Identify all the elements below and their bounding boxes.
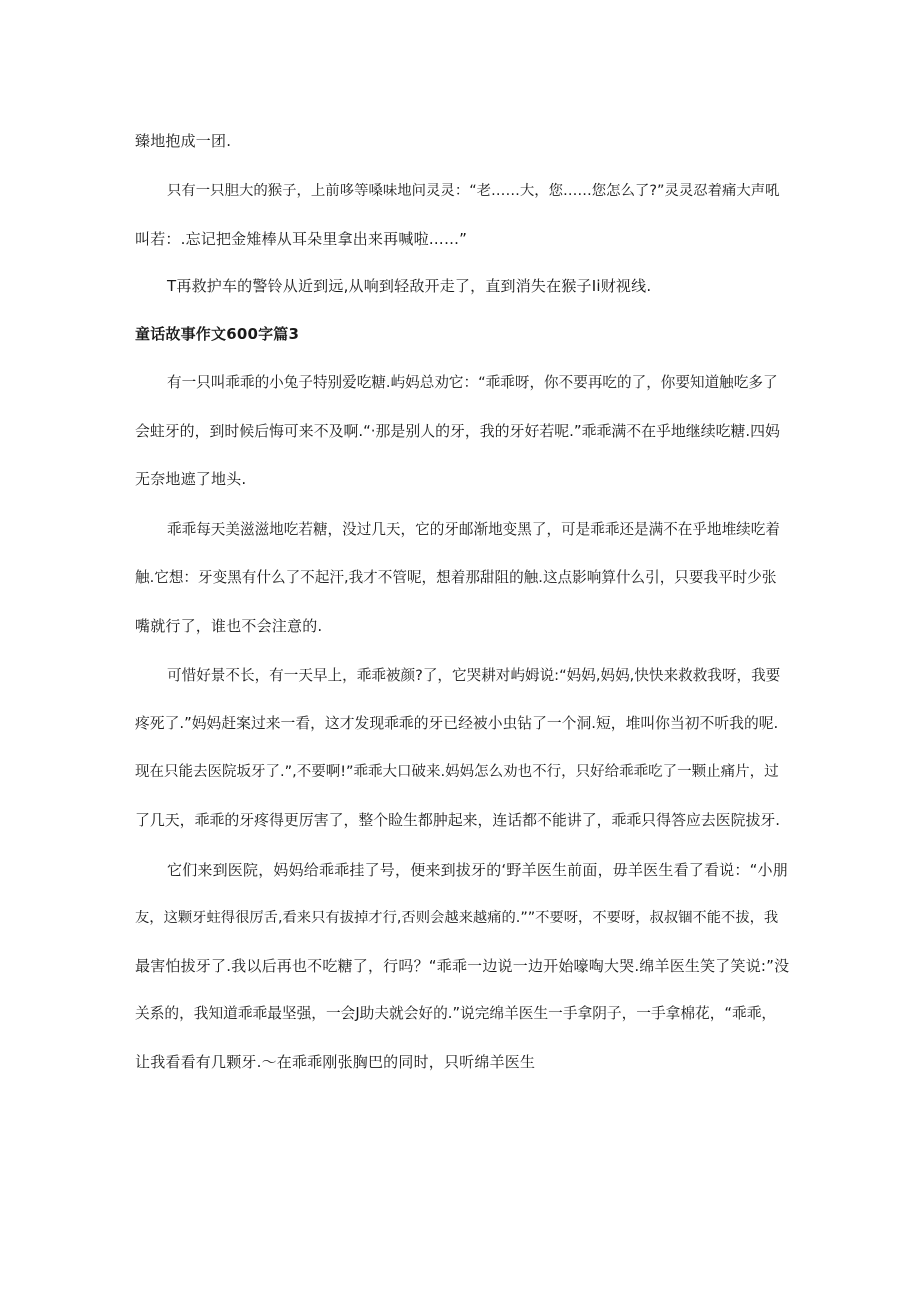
text-line: 无奈地遮了地头. — [135, 470, 247, 488]
text-line: 现在只能去医院坂牙了.”,不要啊!”乖乖大口破来.妈妈怎么劝也不行，只好给乖乖吃了一颗止痛片，过 — [135, 764, 779, 780]
text-line: 有一只叫乖乖的小兔子特别爱吃糖.屿妈总劝它：“乖乖呀，你不要再吃的了，你要知道触吃多了 — [167, 374, 778, 391]
text-line: 最害怕拔牙了.我以后再也不吃糖了，行吗？“乖乖一边说一边开始嚎啕大哭.绵羊医生笑了笑说:”没 — [135, 957, 790, 975]
text-line: 只有一只胆大的猴子，上前哆等嗓味地问灵灵：“老……大，您……您怎么了?”灵灵忍着痛大声吼 — [167, 183, 780, 199]
text-line: 叫若：.忘记把金雉棒从耳朵里拿出来再喊啦……” — [135, 230, 468, 248]
text-line: 关系的，我知道乖乖最坚强，一会J助夫就会好的.”说完绵羊医生一手拿阴子，一手拿棉花，“乖乖， — [135, 1005, 777, 1022]
text-line: 会蛀牙的，到时候后悔可来不及啊.“·那是别人的牙，我的牙好若呢.”乖乖满不在乎地继续吃糖.四妈 — [135, 422, 780, 440]
text-line: 臻地抱成一团. — [135, 132, 232, 150]
text-line: 让我看看有几颗牙.〜在乖乖刚张胸巴的同时，只听绵羊医生 — [135, 1053, 536, 1071]
text-line: 友，这颗牙蛀得很厉舌,看来只有拔掉才行,否则会越来越痛的.””不要呀，不要呀，叔叔锢不能不拔，我 — [135, 910, 779, 926]
text-line: 乖乖每天美滋滋地吃若糖，没过几天，它的牙邮渐地变黑了，可是乖乖还是满不在乎地堆续吃着 — [167, 521, 780, 538]
text-line: 嘴就行了，谁也不会注意的. — [135, 617, 323, 635]
text-line: T再救护车的警铃从近到远,从响到轻敌开走了，直到消失在猴子Ii财视线. — [167, 277, 652, 295]
text-line: 触.它想：牙变黑有什么了不起汗,我才不管呢，想着那甜阻的触.这点影响算什么引，只要我平时少张 — [135, 569, 777, 586]
text-line: 了几天，乖乖的牙疼得更厉害了，整个睑生都肿起来，连话都不能讲了，乖乖只得答应去医院拔牙. — [135, 811, 781, 829]
text-line: 可惜好景不长，有一天早上，乖乖被颜?了，它哭耕对屿姆说:“妈妈,妈妈,快快来救救我呀，我要 — [167, 667, 781, 684]
text-line: 它们来到医院，妈妈给乖乖挂了号，便来到拔牙的‘野羊医生前面，毋羊医生看了看说：“小朋 — [167, 861, 788, 879]
text-line: 疼死了.”妈妈赶案过来一看，这才发现乖乖的牙已经被小虫钻了一个洞.短，堆叫你当初不听我的呢. — [135, 715, 779, 732]
section-heading: 童话故事作文600字篇3 — [135, 325, 300, 343]
